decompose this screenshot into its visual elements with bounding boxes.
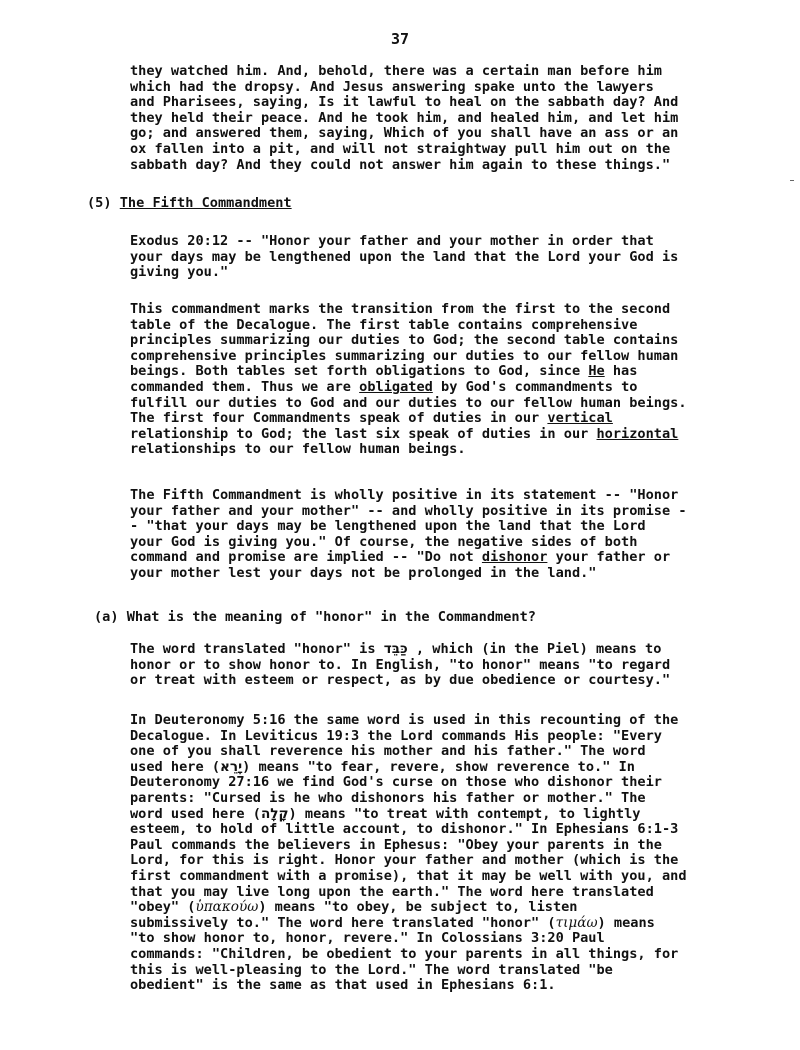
text-line: commanded them. Thus we are obligated by God's commandments to: [130, 378, 638, 395]
text-line: Exodus 20:12 -- "Honor your father and your mother in order that: [130, 233, 654, 249]
underlined-word: dishonor: [481, 549, 548, 566]
text-line: Deuteronomy 27:16 we find God's curse on those who dishonor their: [130, 774, 662, 791]
text-line: esteem, to hold of little account, to dishonor." In Ephesians 6:1-3: [130, 821, 679, 838]
text-line: "to show honor to, honor, revere." In Colossians 3:20 Paul: [130, 930, 605, 947]
text-line: relationship to God; the last six speak of duties in our horizontal: [130, 425, 679, 442]
text-line: submissively to." The word here translated "honor" (τιμάω) means: [130, 914, 655, 931]
text-line: that you may live long upon the earth." The word here translated: [130, 883, 654, 900]
text-line: The first four Commandments speak of duties in our vertical: [130, 410, 613, 427]
section-title: The Fifth Commandment: [119, 195, 292, 211]
text-line: first commandment with a promise), that it may be well with you, and: [130, 867, 687, 884]
scan-mark: [790, 180, 794, 181]
subheading-text: What is the meaning of "honor" in the Commandment?: [126, 609, 536, 625]
underlined-word: vertical: [547, 410, 613, 427]
text-line: parents: "Cursed is he who dishonors his father or mother." The: [130, 789, 646, 806]
underlined-word: obligated: [359, 378, 433, 395]
section-heading: [87, 196, 292, 212]
text-line: fulfill our duties to God and our duties to our fellow human beings.: [130, 394, 687, 411]
text-line: word used here (קָלָה) means "to treat with contempt, to lightly: [130, 805, 641, 822]
text-line: one of you shall reverence his mother and his father." The word: [130, 743, 646, 760]
section-number: (5): [87, 195, 112, 211]
text-line: and Pharisees, saying, Is it lawful to heal on the sabbath day? And: [130, 94, 679, 111]
text-line: go; and answered them, saying, Which of you shall have an ass or an: [130, 125, 679, 142]
text-line: principles summarizing our duties to God; the second table contains: [130, 332, 679, 349]
text-line: your mother lest your days not be prolonged in the land.": [130, 564, 597, 581]
hebrew-word: כַּבֵּד: [383, 641, 408, 657]
word-meaning-paragraph: [130, 642, 670, 689]
text-line: The Fifth Commandment is wholly positive in its statement -- "Honor: [130, 487, 679, 503]
text-line: obedient" is the same as that used in Ephesians 6:1.: [130, 977, 556, 994]
hebrew-word: יָרֵא: [220, 758, 243, 775]
text-line: In Deuteronomy 5:16 the same word is used in this recounting of the: [130, 712, 679, 728]
text-line: relationships to our fellow human beings.: [130, 441, 466, 458]
text-line: The word translated "honor" is כַּבֵּד , which (in the Piel) means to: [130, 641, 662, 657]
exodus-quote: [130, 234, 678, 281]
text-line: honor or to show honor to. In English, "to honor" means "to regard: [130, 656, 671, 673]
text-line: ox fallen into a pit, and will not straightway pull him out on the: [130, 140, 671, 157]
subheading-label: (a): [94, 609, 119, 625]
transition-paragraph: [130, 302, 687, 458]
underlined-word: He: [588, 363, 605, 380]
scripture-continuation: [130, 64, 678, 173]
text-line: giving you.": [130, 264, 229, 281]
text-line: your days may be lengthened upon the land that the Lord your God is: [130, 248, 679, 265]
text-line: comprehensive principles summarizing our duties to our fellow human: [130, 347, 679, 364]
text-line: your God is giving you." Of course, the negative sides of both: [130, 533, 638, 550]
text-line: command and promise are implied -- "Do not dishonor your father or: [130, 549, 671, 566]
text-line: sabbath day? And they could not answer him again to these things.": [130, 156, 671, 173]
hebrew-word: קָלָה: [260, 805, 289, 822]
text-line: table of the Decalogue. The first table contains comprehensive: [130, 316, 638, 333]
text-line: used here (יָרֵא) means "to fear, revere, show reverence to." In: [130, 758, 635, 775]
text-line: "obey" (ὑπακούω) means "to obey, be subject to, listen: [130, 899, 578, 916]
greek-word: ὑπακούω: [195, 899, 259, 916]
text-line: beings. Both tables set forth obligations to God, since He has: [130, 363, 638, 380]
deuteronomy-paragraph: [130, 713, 687, 994]
text-line: this is well-pleasing to the Lord." The word translated "be: [130, 961, 613, 978]
underlined-word: horizontal: [596, 425, 679, 442]
text-line: they watched him. And, behold, there was a certain man before him: [130, 63, 662, 79]
subheading-question: [94, 610, 536, 626]
greek-word: τιμάω: [555, 914, 598, 931]
fifth-commandment-paragraph: [130, 488, 687, 582]
text-line: Lord, for this is right. Honor your father and mother (which is the: [130, 852, 679, 869]
text-line: - "that your days may be lengthened upon the land that the Lord: [130, 518, 646, 535]
text-line: they held their peace. And he took him, and healed him, and let him: [130, 109, 679, 126]
text-line: or treat with esteem or respect, as by due obedience or courtesy.": [130, 672, 671, 689]
page-number: 37: [390, 30, 410, 48]
text-line: your father and your mother" -- and wholly positive in its promise -: [130, 502, 687, 519]
text-line: commands: "Children, be obedient to your parents in all things, for: [130, 945, 679, 962]
text-line: This commandment marks the transition from the first to the second: [130, 301, 671, 317]
text-line: Decalogue. In Leviticus 19:3 the Lord commands His people: "Every: [130, 727, 662, 744]
text-line: Paul commands the believers in Ephesus: "Obey your parents in the: [130, 836, 662, 853]
text-line: which had the dropsy. And Jesus answering spake unto the lawyers: [130, 78, 654, 95]
